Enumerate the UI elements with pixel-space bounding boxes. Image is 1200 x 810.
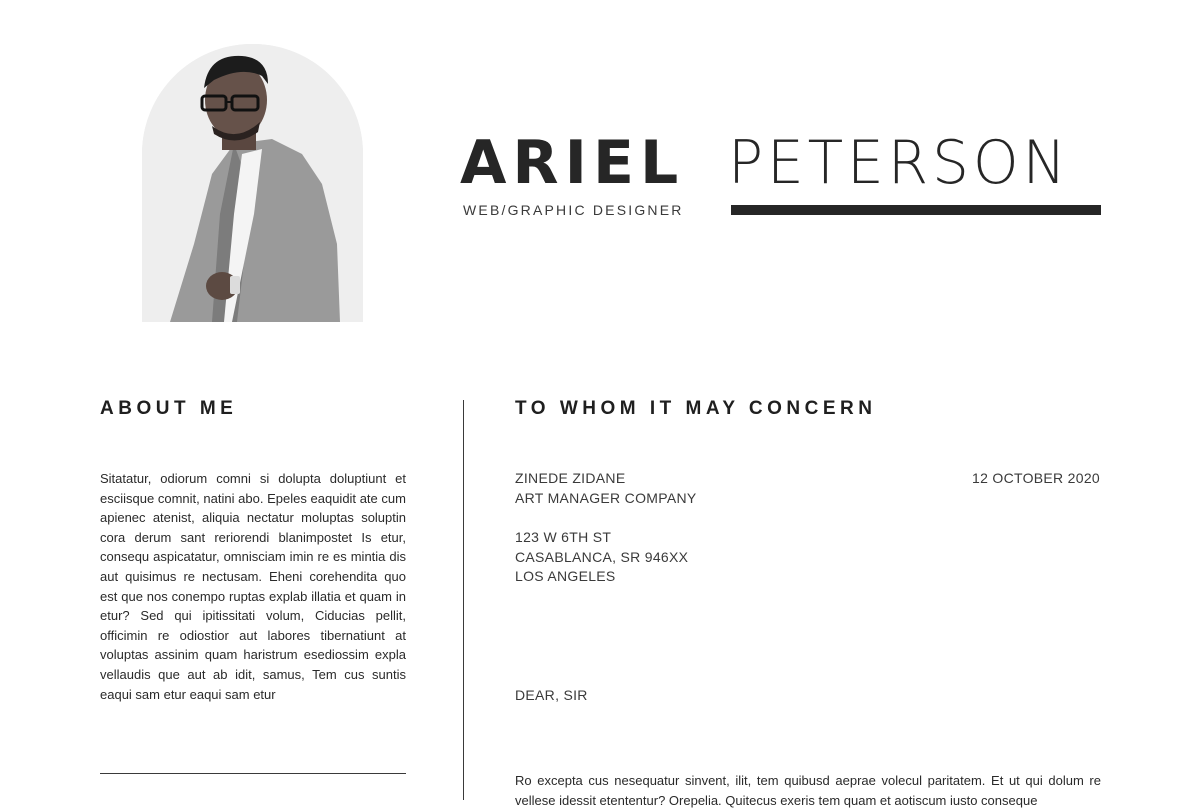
name-underline-bar (731, 205, 1101, 215)
job-title: WEB/GRAPHIC DESIGNER (463, 202, 684, 218)
salutation: DEAR, SIR (515, 687, 588, 703)
about-divider (100, 773, 406, 774)
address-line-1: 123 W 6TH ST (515, 529, 612, 545)
first-name: ARIEL (460, 128, 685, 198)
recipient-company: ART MANAGER COMPANY (515, 490, 697, 506)
column-divider (463, 400, 464, 800)
name-header (460, 128, 1110, 228)
recipient-name: ZINEDE ZIDANE (515, 470, 626, 486)
letter-body: Ro excepta cus nesequatur sinvent, ilit, tem quibusd aeprae volecul paritatem. Et ut qui dolum re vellese idessit etententur? Orepelia. Quitecus exeris tem quam et aotiscum iusto conseque (515, 773, 1101, 808)
profile-photo (142, 44, 363, 322)
about-text: Sitatatur, odiorum comni si dolupta doluptiunt et esciisque comnit, natini abo. Epeles eaquidit ate cum apienec atenist, aliquia nectatur moluptas soluptin cora derum sant reriorendi blanimpostet Is etur, consequ aspicatatur, omnisciam imin re es mintia dis aut quisimus re nectusam. Eheni corehendita quo est que nos conempo ruptas explab illatia et quam in etur? Sed qui ipitissitati volum, Ciducias pellit, officimin re odiostior aut labores tibernatiunt at voluptas assinim quam haristrum esediossim expla vellaudis que aut ab idit, samus, Tem cus suntis eaqui sam etur eaqui sam etur (100, 471, 406, 702)
letter-date: 12 OCTOBER 2020 (972, 470, 1100, 486)
portrait-illustration (142, 44, 363, 322)
address-line-2: CASABLANCA, SR 946XX (515, 549, 689, 565)
about-heading: ABOUT ME (100, 398, 238, 419)
letter-heading: TO WHOM IT MAY CONCERN (515, 398, 877, 419)
last-name: PETERSON (728, 128, 1070, 198)
address-line-3: LOS ANGELES (515, 568, 616, 584)
